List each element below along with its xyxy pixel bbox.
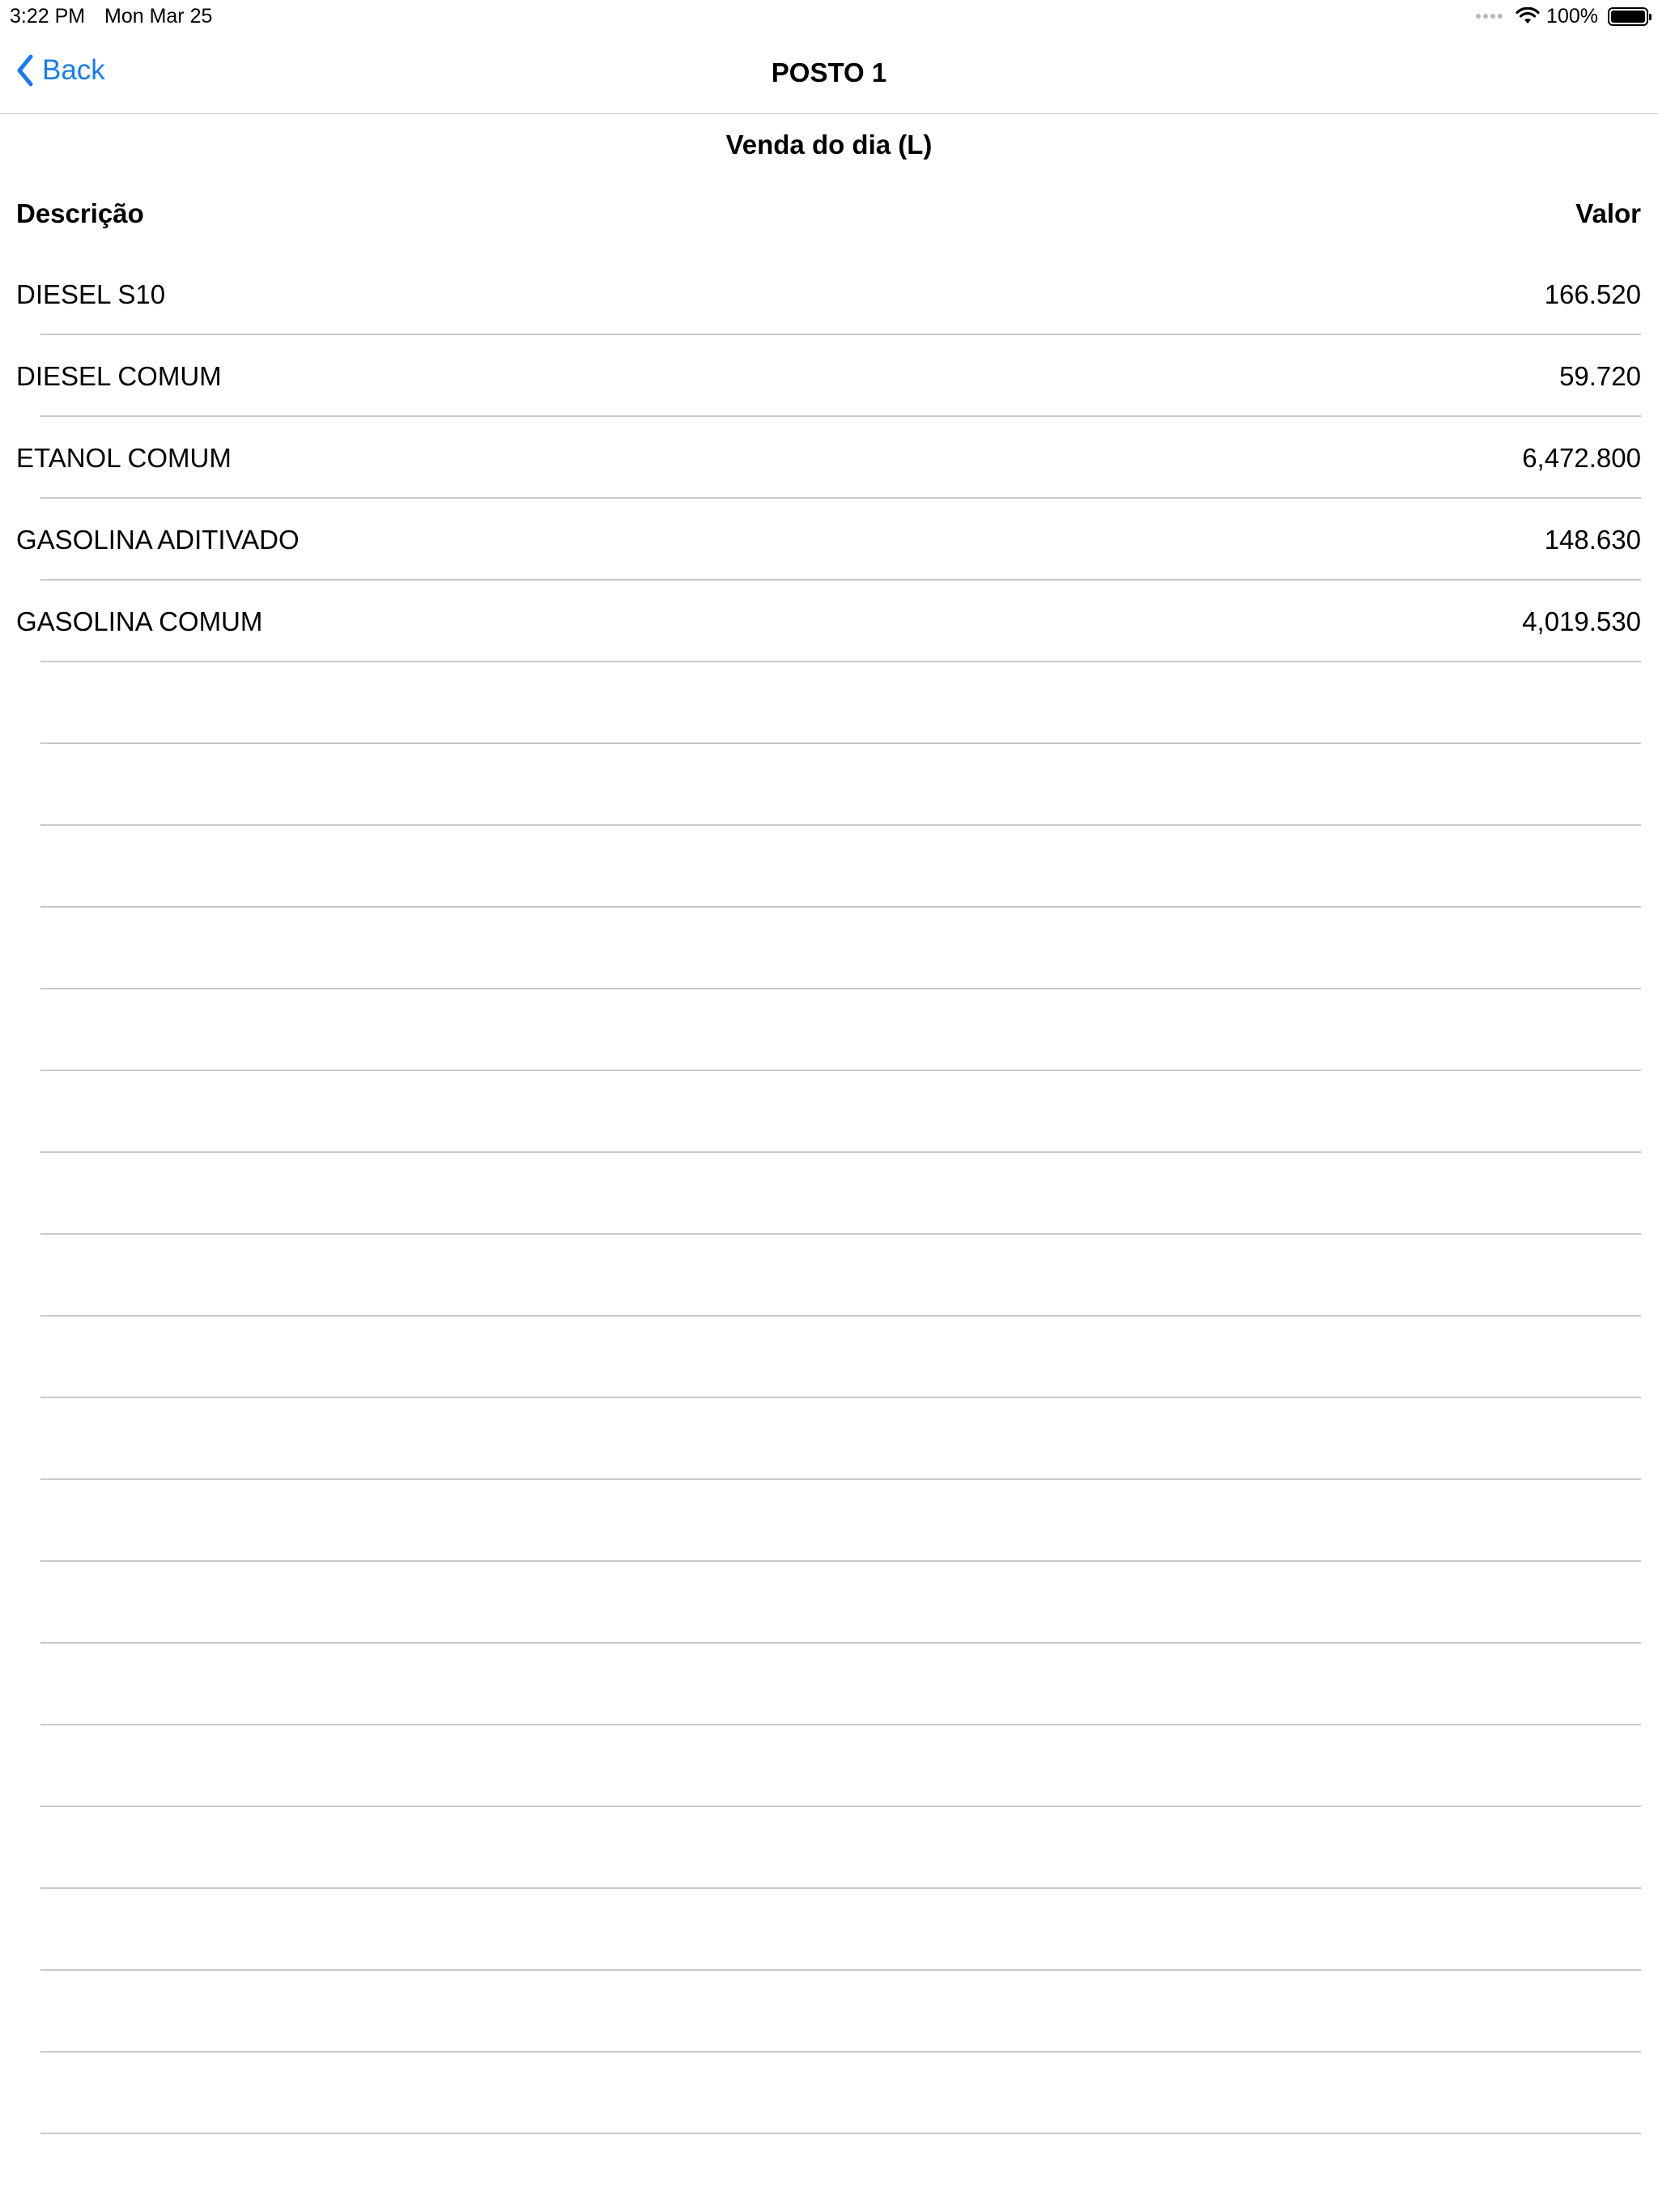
status-bar bbox=[0, 0, 1658, 32]
empty-table-rows bbox=[0, 662, 1658, 2134]
status-date: Mon Mar 25 bbox=[104, 5, 213, 28]
status-indicators bbox=[1476, 0, 1648, 32]
row-description: ETANOL COMUM bbox=[16, 443, 232, 473]
empty-row bbox=[0, 662, 1658, 744]
battery-full-icon bbox=[1608, 7, 1648, 26]
empty-row bbox=[0, 1317, 1658, 1398]
row-value: 148.630 bbox=[1544, 525, 1641, 555]
cellular-signal-icon bbox=[1476, 14, 1503, 19]
row-description: GASOLINA ADITIVADO bbox=[16, 525, 300, 555]
table-row[interactable] bbox=[0, 335, 1658, 417]
row-value: 6,472.800 bbox=[1522, 443, 1641, 473]
empty-row bbox=[0, 744, 1658, 826]
report-title: Venda do dia (L) bbox=[725, 130, 933, 160]
navigation-bar bbox=[0, 32, 1658, 114]
table-header bbox=[0, 191, 1658, 236]
empty-row bbox=[0, 1562, 1658, 1644]
row-value: 59.720 bbox=[1559, 361, 1641, 391]
row-description: DIESEL COMUM bbox=[16, 361, 222, 391]
row-value: 166.520 bbox=[1544, 279, 1641, 309]
column-header-description: Descrição bbox=[16, 198, 144, 228]
empty-row bbox=[0, 1398, 1658, 1480]
empty-row bbox=[0, 989, 1658, 1071]
empty-row bbox=[0, 2052, 1658, 2134]
empty-row bbox=[0, 1807, 1658, 1889]
row-description: DIESEL S10 bbox=[16, 279, 166, 309]
row-description: GASOLINA COMUM bbox=[16, 606, 263, 636]
page-title: POSTO 1 bbox=[771, 57, 887, 87]
row-value: 4,019.530 bbox=[1522, 606, 1641, 636]
empty-row bbox=[0, 826, 1658, 908]
empty-row bbox=[0, 1480, 1658, 1562]
empty-row bbox=[0, 1153, 1658, 1235]
column-header-value: Valor bbox=[1575, 198, 1641, 228]
sales-table bbox=[0, 253, 1658, 662]
table-row[interactable] bbox=[0, 499, 1658, 581]
status-time: 3:22 PM bbox=[10, 5, 86, 28]
battery-percentage: 100% bbox=[1546, 5, 1598, 28]
table-row[interactable] bbox=[0, 581, 1658, 662]
empty-row bbox=[0, 1971, 1658, 2052]
row-separator bbox=[40, 2133, 1641, 2134]
back-button-label: Back bbox=[42, 54, 105, 86]
empty-row bbox=[0, 1071, 1658, 1153]
wifi-icon bbox=[1516, 7, 1540, 25]
empty-row bbox=[0, 1644, 1658, 1725]
empty-row bbox=[0, 908, 1658, 989]
empty-row bbox=[0, 1889, 1658, 1971]
empty-row bbox=[0, 1725, 1658, 1807]
empty-row bbox=[0, 1235, 1658, 1317]
table-row[interactable] bbox=[0, 417, 1658, 499]
table-row[interactable] bbox=[0, 253, 1658, 335]
